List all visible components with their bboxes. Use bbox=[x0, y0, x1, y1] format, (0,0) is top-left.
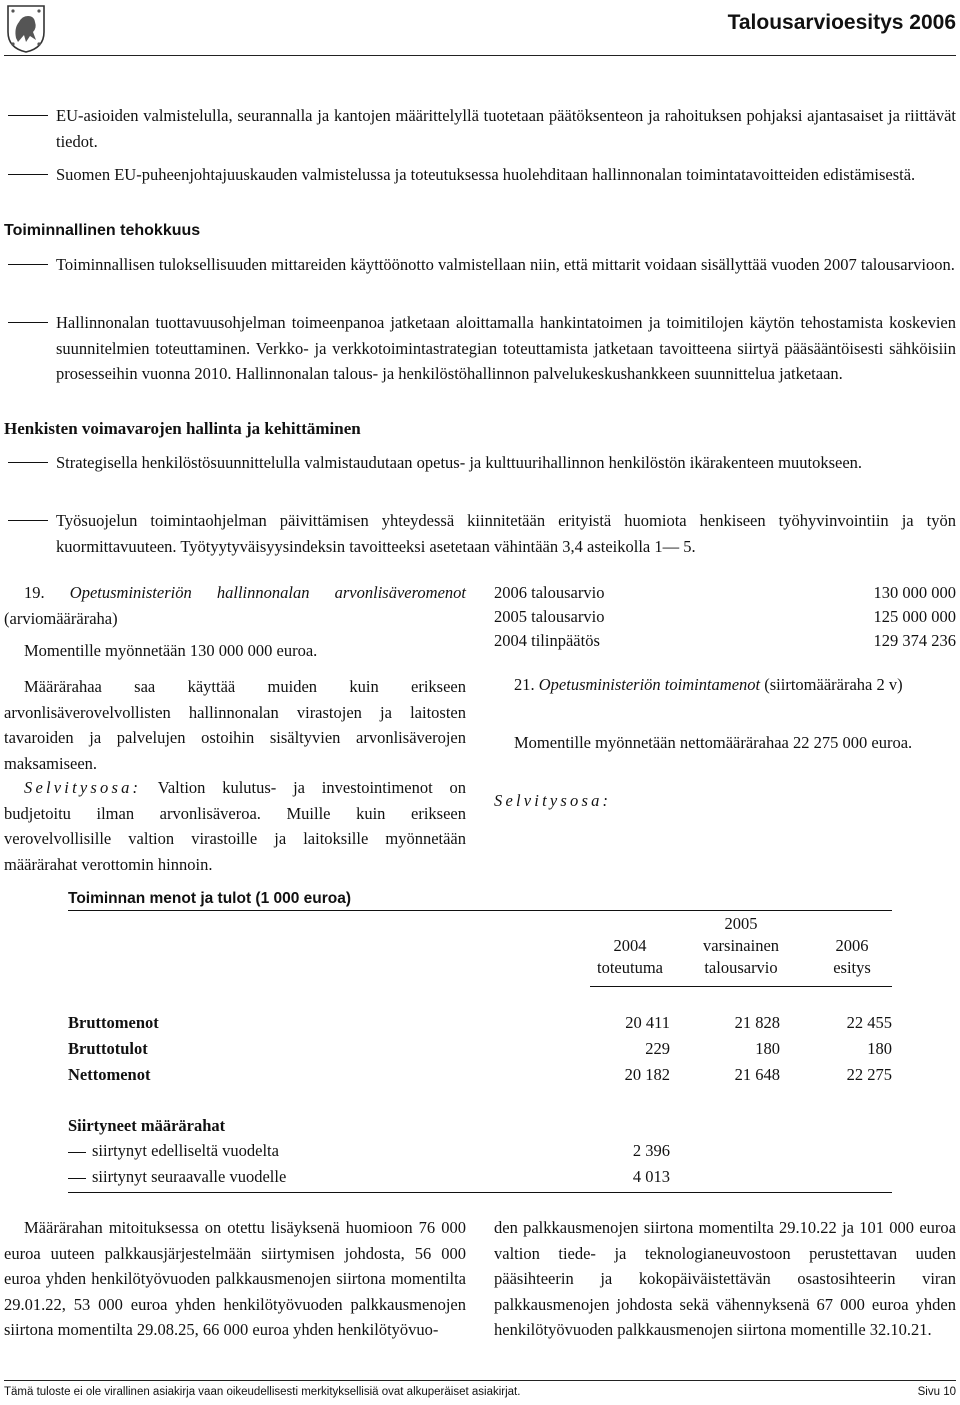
table-bottom-rule bbox=[68, 1192, 892, 1193]
item-21-title: 21. Opetusministeriön toimintamenot (siirtomääräraha 2 v) bbox=[514, 675, 903, 694]
table-row-label: siirtynyt edelliseltä vuodelta bbox=[68, 1138, 279, 1164]
document-title: Talousarvioesitys 2006 bbox=[727, 11, 956, 34]
bottom-left-paragraph: Määrärahan mitoituksessa on otettu lisäyksenä huomioon 76 000 euroa uuteen palkkausjärjestelmään siirtymisen johdosta, 56 000 euroa yhden henkilötyövuoden palkkausmenojen siirtona momentilta 29.01.22, 53 000 euroa yhden henkilötyövuoden palkkausmenojen siirtona momentilta 29.08.25, 66 000 euroa yhden henkilötyövuo- bbox=[4, 1218, 466, 1339]
dash-icon bbox=[8, 322, 48, 323]
footer-rule bbox=[4, 1380, 956, 1381]
dash-icon bbox=[68, 1178, 86, 1179]
table-cell: 229 bbox=[645, 1039, 670, 1058]
table-row-label: siirtynyt seuraavalle vuodelle bbox=[68, 1164, 286, 1190]
table-cell: 180 bbox=[867, 1039, 892, 1058]
item-19-title: 19. Opetusministeriön hallinnonalan arvonlisäveromenot (arviomääräraha) bbox=[4, 583, 466, 628]
table-row-label: Bruttomenot bbox=[68, 1013, 159, 1032]
bullet-item: Hallinnonalan tuottavuusohjelman toimeenpanoa jatketaan aloittamalla hankintatoimen ja toimitilojen käytön tehostamista koskevien suunnitelmien toteuttaminen. Verkko- ja verkkotoimintastrategian toteuttamista jatketaan tavoitteena siirtyä pääsääntöisesti sähköisiin prosesseihin vuonna 2010. Hallinnonalan talous- ja henkilöstöhallinnon palvelukeskushankkeen suunnittelua jatketaan. bbox=[4, 310, 956, 387]
selvitys-label: Selvitysosa: bbox=[24, 778, 142, 797]
table-section-heading: Siirtyneet määrärahat bbox=[68, 1116, 226, 1135]
dash-icon bbox=[8, 520, 48, 521]
table-title: Toiminnan menot ja tulot (1 000 euroa) bbox=[68, 890, 352, 907]
dash-icon bbox=[68, 1152, 86, 1153]
item-21-grant: Momentille myönnetään nettomäärärahaa 22 275 000 euroa. bbox=[514, 733, 913, 752]
item-19-grant: Momentille myönnetään 130 000 000 euroa. bbox=[24, 641, 318, 660]
table-row-label: Nettomenot bbox=[68, 1065, 151, 1084]
budget-row: 2004 tilinpäätös 129 374 236 bbox=[494, 631, 956, 650]
header-rule bbox=[4, 55, 956, 56]
bullet-item: Strategisella henkilöstösuunnittelulla valmistaudutaan opetus- ja kulttuurihallinnon henkilöstön ikärakenteen muutokseen. bbox=[4, 450, 956, 476]
table-cell: 180 bbox=[755, 1039, 780, 1058]
dash-icon bbox=[8, 264, 48, 265]
column-header: 2006 esitys bbox=[833, 936, 871, 977]
table-cell: 21 648 bbox=[734, 1065, 780, 1084]
budget-row: 2005 talousarvio 125 000 000 bbox=[494, 607, 956, 626]
footer bbox=[4, 1384, 956, 1400]
bullet-item: EU-asioiden valmistelulla, seurannalla ja kantojen määrittelyllä tuotetaan päätöksenteon ja rahoituksen pohjaksi ajantasaiset ja riittävät tiedot. bbox=[4, 103, 956, 154]
dash-icon bbox=[8, 174, 48, 175]
table-cell: 22 275 bbox=[846, 1065, 892, 1084]
table-cell: 4 013 bbox=[632, 1167, 670, 1186]
item-21-selvitys bbox=[494, 788, 611, 814]
section-heading-efficiency: Toiminnallinen tehokkuus bbox=[4, 222, 201, 239]
dash-icon bbox=[8, 115, 48, 116]
bullet-item: Suomen EU-puheenjohtajuuskauden valmistelussa ja toteutuksessa huolehditaan hallinnonalan toimintatavoitteiden edistämisestä. bbox=[4, 162, 956, 188]
table-cell: 20 411 bbox=[625, 1013, 670, 1032]
item-19-body: Määrärahaa saa käyttää muiden kuin erikseen arvonlisäverovelvollisten hallinnonalan virastojen ja laitosten tavaroiden ja palvelujen ostoihin sisältyvien arvonlisäverojen maksamiseen. bbox=[4, 677, 466, 773]
table-cell: 20 182 bbox=[624, 1065, 670, 1084]
table-cell: 22 455 bbox=[846, 1013, 892, 1032]
bottom-right-paragraph: den palkkausmenojen siirtona momentilta 29.10.22 ja 101 000 euroa valtion tiede- ja teknologianeuvostoon perustettavan uuden pääsihteerin ja kokopäiväistettävän osastosihteerin viran palkkausmenojen johdosta sekä vähennyksenä 67 000 euroa yhden henkilötyövuoden palkkausmenojen siirtona momentille 32.10.21. bbox=[494, 1218, 956, 1339]
table-row-label: Bruttotulot bbox=[68, 1039, 148, 1058]
selvitys-label: Selvitysosa: bbox=[494, 791, 612, 810]
lion-coat-of-arms-icon bbox=[4, 2, 48, 54]
footer-disclaimer: Tämä tuloste ei ole virallinen asiakirja vaan oikeudellisesti merkityksellisiä ovat alkuperäiset asiakirjat. bbox=[4, 1386, 521, 1398]
item-19-selvitys: Selvitysosa: Valtion kulutus- ja investointimenot on budjetoitu ilman arvonlisäveroa. Muille kuin erikseen verovelvollisille valtion virastoille ja laitoksille myönnetään määrärahat verottomin hinnoin. bbox=[4, 778, 466, 874]
column-header: 2004 toteutuma bbox=[597, 936, 663, 977]
bullet-item: Työsuojelun toimintaohjelman päivittämisen yhteydessä kiinnitetään erityistä huomiota henkiseen työhyvinvointiin ja työn kuormittavuuteen. Työtyytyväisyysindeksin tavoitteeksi asetetaan vähintään 3,4 asteikolla 1— 5. bbox=[4, 508, 956, 559]
table-title-rule bbox=[68, 910, 892, 911]
dash-icon bbox=[8, 462, 48, 463]
table-cell: 2 396 bbox=[632, 1141, 670, 1160]
page-number: Sivu 10 bbox=[917, 1386, 956, 1398]
table-header-rule bbox=[590, 986, 892, 987]
bullet-item: Toiminnallisen tuloksellisuuden mittareiden käyttöönotto valmistellaan niin, että mittarit voidaan sisällyttää vuoden 2007 talousarvioon. bbox=[4, 252, 956, 278]
column-header: 2005 varsinainen talousarvio bbox=[702, 914, 780, 977]
section-heading-human-resources: Henkisten voimavarojen hallinta ja kehittäminen bbox=[4, 419, 361, 438]
table-cell: 21 828 bbox=[734, 1013, 780, 1032]
budget-row: 2006 talousarvio 130 000 000 bbox=[494, 583, 956, 602]
